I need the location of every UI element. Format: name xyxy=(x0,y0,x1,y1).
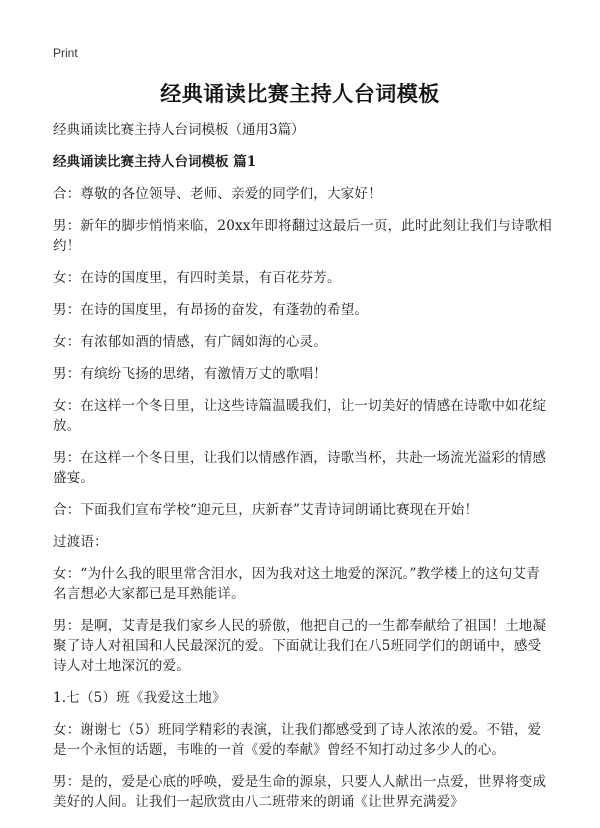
paragraph: 男：是的，爱是心底的呼唤，爱是生命的源泉，只要人人献出一点爱，世界将变成美好的人间。让我们一起欣赏由八二班带来的朗诵《让世界充满爱》 xyxy=(53,774,547,810)
paragraph: 女：谢谢七（5）班同学精彩的表演，让我们都感受到了诗人浓浓的爱。不错，爱是一个永恒的话题，韦唯的一首《爱的奉献》曾经不知打动过多少人的心。 xyxy=(53,722,542,758)
paragraph: 合：下面我们宣布学校“迎元旦，庆新春”艾青诗词朗诵比赛现在开始！ xyxy=(53,502,479,518)
document-body xyxy=(53,120,553,812)
program-item: 1.七（5）班《我爱这土地》 xyxy=(53,690,226,706)
paragraph: 女：“为什么我的眼里常含泪水，因为我对这土地爱的深沉。”教学楼上的这句艾青名言想必大家都已是耳熟能详。 xyxy=(53,566,540,602)
paragraph: 男：新年的脚步悄悄来临，20xx年即将翻过这最后一页，此时此刻让我们与诗歌相约！ xyxy=(53,218,553,254)
paragraph: 男：有缤纷飞扬的思绪，有激情万丈的歌唱！ xyxy=(53,366,327,382)
paragraph: 合：尊敬的各位领导、老师、亲爱的同学们，大家好！ xyxy=(53,186,382,202)
page-title: 经典诵读比赛主持人台词模板 xyxy=(160,81,440,106)
transition-label: 过渡语： xyxy=(53,534,108,550)
section-heading: 经典诵读比赛主持人台词模板 篇1 xyxy=(53,154,257,170)
print-link[interactable]: Print xyxy=(53,46,78,60)
paragraph: 女：在这样一个冬日里，让这些诗篇温暖我们，让一切美好的情感在诗歌中如花绽放。 xyxy=(53,398,547,434)
document-subtitle: 经典诵读比赛主持人台词模板（通用3篇） xyxy=(53,122,305,138)
paragraph: 男：在诗的国度里，有昂扬的奋发，有蓬勃的希望。 xyxy=(53,302,369,318)
paragraph: 女：在诗的国度里，有四时美景，有百花芬芳。 xyxy=(53,270,341,286)
paragraph: 男：在这样一个冬日里，让我们以情感作酒，诗歌当杯，共赴一场流光溢彩的情感盛宴。 xyxy=(53,450,547,486)
paragraph: 女：有浓郁如酒的情感，有广阔如海的心灵。 xyxy=(53,334,327,350)
paragraph: 男：是啊，艾青是我们家乡人民的骄傲，他把自己的一生都奉献给了祖国！土地凝聚了诗人对祖国和人民最深沉的爱。下面就让我们在八5班同学们的朗诵中，感受诗人对土地深沉的爱。 xyxy=(53,618,547,674)
